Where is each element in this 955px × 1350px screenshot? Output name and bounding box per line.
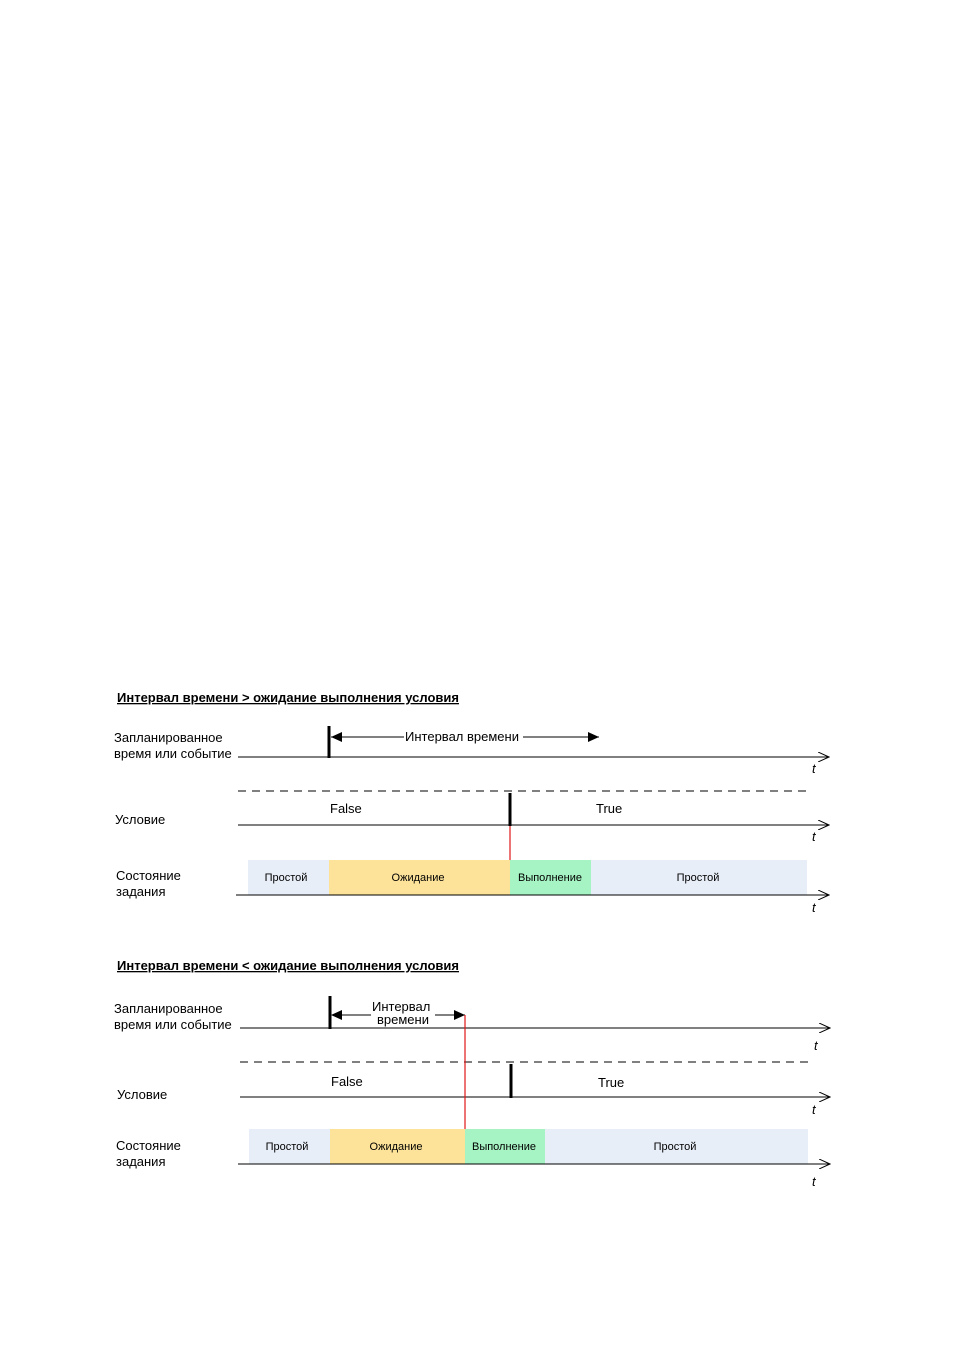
schedule-row-label [114,730,232,761]
state-row-label [116,1138,185,1169]
interval-label [372,999,434,1027]
scenario-2-title: Интервал времени < ожидание выполнения условия [117,958,459,973]
schedule-row-label-line2: время или событие [114,746,232,761]
condition-false-label: False [330,801,362,816]
interval-label-line1: Интервал [372,999,431,1014]
state-row-label [116,868,185,899]
state-label-waiting: Ожидание [369,1141,423,1153]
condition-row-label: Условие [115,812,166,827]
schedule-row-label-line1: Запланированное [114,1001,223,1016]
state-row-label-line1: Состояние [116,1138,181,1153]
interval-label: Интервал времени [405,729,519,744]
interval-label-line2: времени [377,1012,429,1027]
scenario-1 [114,690,829,915]
state-label-waiting: Ожидание [391,872,445,884]
condition-axis-label: t [812,1102,816,1117]
state-label-running: Выполнение [517,872,583,884]
condition-true-label: True [596,801,623,816]
scenario-2 [114,958,830,1189]
state-label-idle-1: Простой [265,1141,309,1153]
state-label-running: Выполнение [471,1141,537,1153]
state-label-idle-2: Простой [676,872,720,884]
schedule-row-label-line2: время или событие [114,1017,232,1032]
condition-true-label: True [598,1075,625,1090]
condition-row-label: Условие [117,1087,168,1102]
state-label-idle-2: Простой [653,1141,697,1153]
schedule-row-label-line1: Запланированное [114,730,223,745]
schedule-row-label [114,1001,232,1032]
condition-false-label: False [331,1074,363,1089]
state-axis-label: t [812,1174,816,1189]
state-label-idle-1: Простой [264,872,308,884]
state-axis-label: t [812,900,816,915]
schedule-axis-label: t [814,1038,818,1053]
scenario-1-title: Интервал времени > ожидание выполнения условия [117,690,459,705]
state-row-label-line1: Состояние [116,868,181,883]
condition-axis-label: t [812,829,816,844]
state-row-label-line2: задания [116,1154,166,1169]
state-row-label-line2: задания [116,884,166,899]
schedule-axis-label: t [812,761,816,776]
